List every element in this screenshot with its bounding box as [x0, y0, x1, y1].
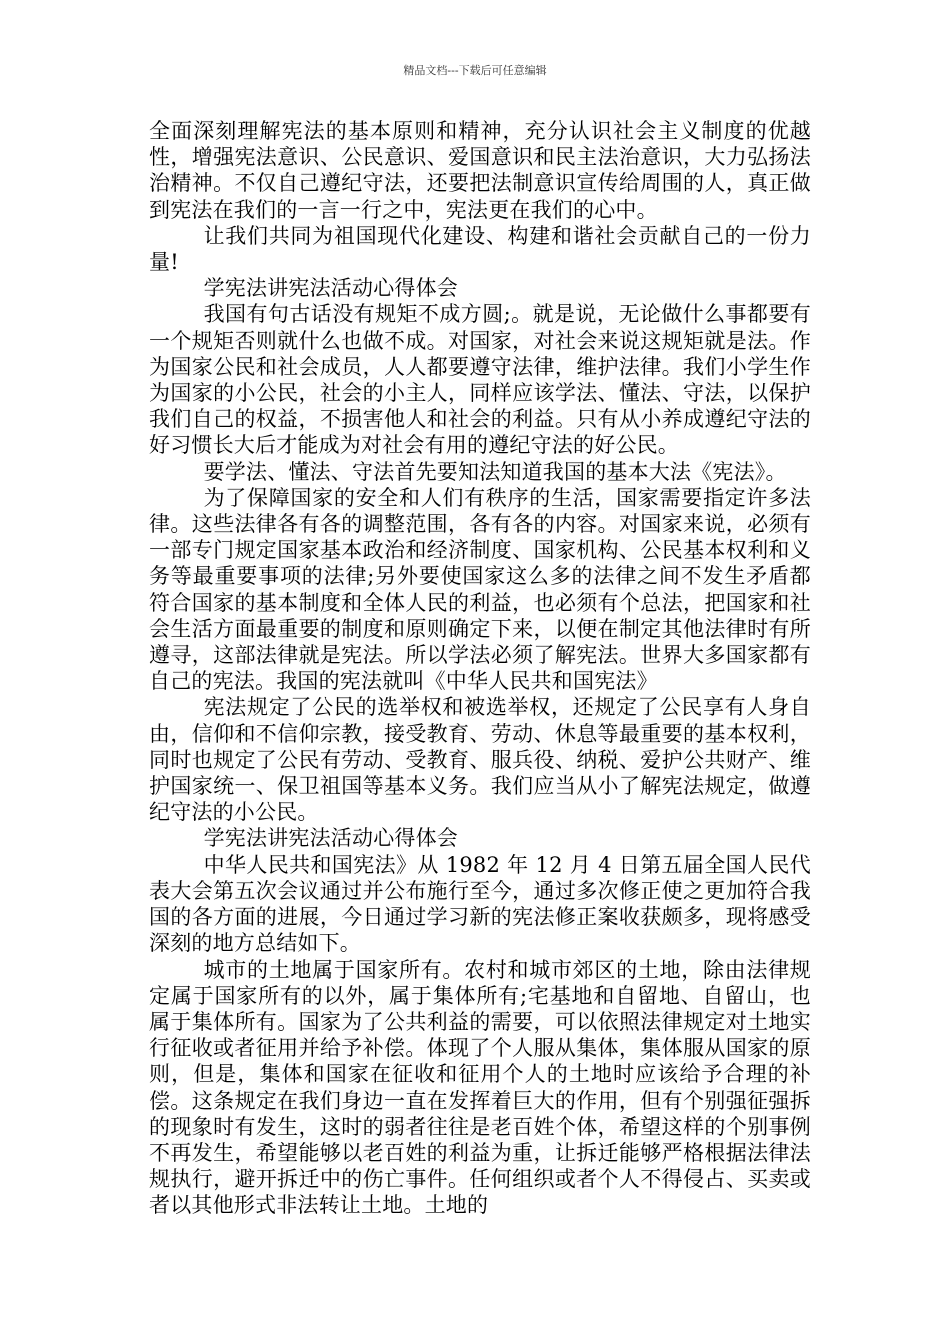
page-header: 精品文档---下载后可任意编辑 — [403, 64, 547, 77]
section-1-title: 学宪法讲宪法活动心得体会 — [203, 276, 458, 301]
section-2-title: 学宪法讲宪法活动心得体会 — [203, 826, 458, 851]
section-1-paragraph-4: 宪法规定了公民的选举权和被选举权，还规定了公民享有人身自由，信仰和不信仰宗教，接受教育、劳动、休息等最重要的基本权利，同时也规定了公民有劳动、受教育、服兵役、纳税、爱护公共财产、维护国家统一、保卫祖国等基本义务。我们应当从小了解宪法规定，做遵纪守法的小公民。 — [149, 695, 811, 825]
intro-paragraph: 全面深刻理解宪法的基本原则和精神，充分认识社会主义制度的优越性，增强宪法意识、公民意识、爱国意识和民主法治意识，大力弘扬法治精神。不仅自己遵纪守法，还要把法制意识宣传给周围的人，真正做到宪法在我们的一言一行之中，宪法更在我们的心中。 — [149, 119, 811, 222]
section-1-paragraph-1: 我国有句古话没有规矩不成方圆;。就是说，无论做什么事都要有一个规矩否则就什么也做不成。对国家，对社会来说这规矩就是法。作为国家公民和社会成员，人人都要遵守法律，维护法律。我们小学生作为国家的小公民，社会的小主人，同样应该学法、懂法、守法，以保护我们自己的权益，不损害他人和社会的利益。只有从小养成遵纪守法的好习惯长大后才能成为对社会有用的遵纪守法的好公民。 — [149, 302, 811, 458]
section-2-paragraph-1: 中华人民共和国宪法》从 1982 年 12 月 4 日第五届全国人民代表大会第五次会议通过并公布施行至今，通过多次修正使之更加符合我国的各方面的进展，今日通过学习新的宪法修正案收获颇多，现将感受深刻的地方总结如下。 — [149, 852, 811, 956]
document-body — [149, 118, 811, 1219]
closing-paragraph: 让我们共同为祖国现代化建设、构建和谐社会贡献自己的一份力量! — [149, 223, 811, 275]
section-1-paragraph-2: 要学法、懂法、守法首先要知法知道我国的基本大法《宪法》。 — [203, 459, 787, 484]
section-2-paragraph-2: 城市的土地属于国家所有。农村和城市郊区的土地，除由法律规定属于国家所有的以外，属于集体所有;宅基地和自留地、自留山，也属于集体所有。国家为了公共利益的需要，可以依照法律规定对土地实行征收或者征用并给予补偿。体现了个人服从集体，集体服从国家的原则，但是，集体和国家在征收和征用个人的土地时应该给予合理的补偿。这条规定在我们身边一直在发挥着巨大的作用，但有个别强征强拆的现象时有发生，这时的弱者往往是老百姓个体，希望这样的个别事例不再发生，希望能够以老百姓的利益为重，让拆迁能够严格根据法律法规执行，避开拆迁中的伤亡事件。任何组织或者个人不得侵占、买卖或者以其他形式非法转让土地。土地的 — [149, 957, 811, 1218]
section-1-paragraph-3: 为了保障国家的安全和人们有秩序的生活，国家需要指定许多法律。这些法律各有各的调整范围，各有各的内容。对国家来说，必须有一部专门规定国家基本政治和经济制度、国家机构、公民基本权利和义务等最重要事项的法律;另外要使国家这么多的法律之间不发生矛盾都符合国家的基本制度和全体人民的利益，也必须有个总法，把国家和社会生活方面最重要的制度和原则确定下来，以便在制定其他法律时有所遵寻，这部法律就是宪法。所以学法必须了解宪法。世界大多国家都有自己的宪法。我国的宪法就叫《中华人民共和国宪法》 — [149, 485, 811, 694]
